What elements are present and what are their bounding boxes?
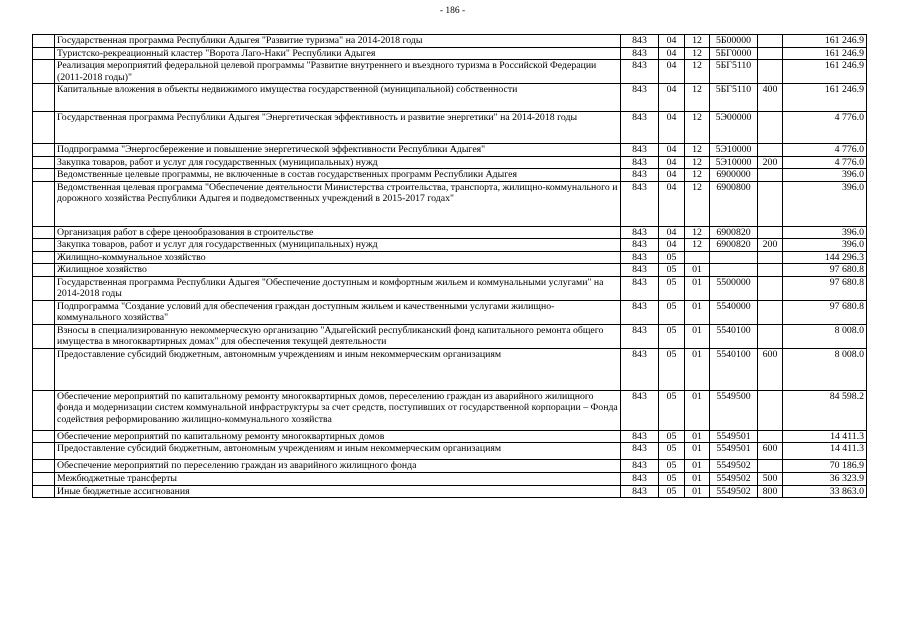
table-row bbox=[33, 35, 867, 48]
ved-code: 843 bbox=[621, 35, 659, 48]
expense-type-code: 200 bbox=[758, 156, 783, 169]
table-row bbox=[33, 156, 867, 169]
expense-type-code bbox=[758, 181, 783, 226]
subsection-code: 12 bbox=[685, 226, 710, 239]
section-code: 04 bbox=[659, 144, 685, 157]
amount: 97 680.8 bbox=[783, 300, 867, 324]
subsection-code: 12 bbox=[685, 181, 710, 226]
expense-type-code: 600 bbox=[758, 348, 783, 390]
table-row bbox=[33, 443, 867, 460]
section-code: 05 bbox=[659, 264, 685, 277]
section-code: 04 bbox=[659, 239, 685, 252]
ved-code: 843 bbox=[621, 443, 659, 460]
blank-cell bbox=[33, 156, 55, 169]
section-code: 05 bbox=[659, 473, 685, 486]
amount: 161 246.9 bbox=[783, 47, 867, 60]
section-code: 05 bbox=[659, 324, 685, 348]
amount: 14 411.3 bbox=[783, 443, 867, 460]
target-article-code: 5540100 bbox=[710, 324, 758, 348]
target-article-code: 5БГ0000 bbox=[710, 47, 758, 60]
table-row bbox=[33, 390, 867, 430]
ved-code: 843 bbox=[621, 348, 659, 390]
target-article-code: 5549502 bbox=[710, 473, 758, 486]
page-number: - 186 - bbox=[439, 6, 466, 16]
table-row bbox=[33, 485, 867, 498]
blank-cell bbox=[33, 112, 55, 144]
target-article-code: 5Э10000 bbox=[710, 156, 758, 169]
subsection-code: 12 bbox=[685, 84, 710, 112]
blank-cell bbox=[33, 35, 55, 48]
target-article-code: 6900820 bbox=[710, 239, 758, 252]
expense-type-code bbox=[758, 460, 783, 473]
table-row bbox=[33, 60, 867, 84]
ved-code: 843 bbox=[621, 276, 659, 300]
row-name: Обеспечение мероприятий по переселению граждан из аварийного жилищного фонда bbox=[55, 460, 621, 473]
target-article-code: 5Э10000 bbox=[710, 144, 758, 157]
amount: 161 246.9 bbox=[783, 35, 867, 48]
row-name: Туристско-рекреационный кластер "Ворота Лаго-Наки" Республики Адыгея bbox=[55, 47, 621, 60]
amount: 161 246.9 bbox=[783, 84, 867, 112]
target-article-code: 5Б00000 bbox=[710, 35, 758, 48]
row-name: Предоставление субсидий бюджетным, автономным учреждениям и иным некоммерческим организациям bbox=[55, 348, 621, 390]
expense-type-code: 400 bbox=[758, 84, 783, 112]
target-article-code: 5549500 bbox=[710, 390, 758, 430]
expense-type-code bbox=[758, 430, 783, 443]
target-article-code: 5Э00000 bbox=[710, 112, 758, 144]
section-code: 05 bbox=[659, 485, 685, 498]
row-name: Предоставление субсидий бюджетным, автономным учреждениям и иным некоммерческим организациям bbox=[55, 443, 621, 460]
section-code: 04 bbox=[659, 156, 685, 169]
row-name: Иные бюджетные ассигнования bbox=[55, 485, 621, 498]
blank-cell bbox=[33, 276, 55, 300]
target-article-code: 5549501 bbox=[710, 430, 758, 443]
ved-code: 843 bbox=[621, 239, 659, 252]
target-article-code: 5549501 bbox=[710, 443, 758, 460]
amount: 33 863.0 bbox=[783, 485, 867, 498]
budget-table bbox=[32, 34, 867, 498]
subsection-code: 12 bbox=[685, 60, 710, 84]
row-name: Жилищно-коммунальное хозяйство bbox=[55, 251, 621, 264]
blank-cell bbox=[33, 264, 55, 277]
table-row bbox=[33, 169, 867, 182]
section-code: 05 bbox=[659, 251, 685, 264]
subsection-code: 01 bbox=[685, 348, 710, 390]
section-code: 05 bbox=[659, 443, 685, 460]
blank-cell bbox=[33, 251, 55, 264]
amount: 4 776.0 bbox=[783, 144, 867, 157]
target-article-code: 6900000 bbox=[710, 169, 758, 182]
row-name: Ведомственная целевая программа "Обеспечение деятельности Министерства строительства, транспорта, жилищно-коммунального и дорожного хозяйства Республики Адыгея и подведомственных учреждений в 2015-2017 годах" bbox=[55, 181, 621, 226]
expense-type-code bbox=[758, 47, 783, 60]
expense-type-code bbox=[758, 300, 783, 324]
row-name: Государственная программа Республики Адыгея "Энергетическая эффективность и развитие энергетики" на 2014-2018 годы bbox=[55, 112, 621, 144]
table-row bbox=[33, 144, 867, 157]
ved-code: 843 bbox=[621, 460, 659, 473]
section-code: 05 bbox=[659, 460, 685, 473]
table-row bbox=[33, 112, 867, 144]
ved-code: 843 bbox=[621, 112, 659, 144]
ved-code: 843 bbox=[621, 226, 659, 239]
table-row bbox=[33, 47, 867, 60]
expense-type-code bbox=[758, 390, 783, 430]
target-article-code: 5БГ5110 bbox=[710, 84, 758, 112]
ved-code: 843 bbox=[621, 60, 659, 84]
row-name: Капитальные вложения в объекты недвижимого имущества государственной (муниципальной) собственности bbox=[55, 84, 621, 112]
section-code: 04 bbox=[659, 60, 685, 84]
subsection-code: 01 bbox=[685, 473, 710, 486]
row-name: Обеспечение мероприятий по капитальному ремонту многоквартирных домов bbox=[55, 430, 621, 443]
section-code: 04 bbox=[659, 35, 685, 48]
section-code: 05 bbox=[659, 276, 685, 300]
blank-cell bbox=[33, 430, 55, 443]
section-code: 05 bbox=[659, 390, 685, 430]
expense-type-code bbox=[758, 112, 783, 144]
amount: 97 680.8 bbox=[783, 276, 867, 300]
subsection-code: 12 bbox=[685, 156, 710, 169]
ved-code: 843 bbox=[621, 324, 659, 348]
table-row bbox=[33, 430, 867, 443]
amount: 144 296.3 bbox=[783, 251, 867, 264]
section-code: 04 bbox=[659, 84, 685, 112]
subsection-code: 01 bbox=[685, 390, 710, 430]
subsection-code: 01 bbox=[685, 460, 710, 473]
amount: 8 008.0 bbox=[783, 348, 867, 390]
expense-type-code: 600 bbox=[758, 443, 783, 460]
target-article-code: 5549502 bbox=[710, 485, 758, 498]
amount: 14 411.3 bbox=[783, 430, 867, 443]
ved-code: 843 bbox=[621, 264, 659, 277]
amount: 84 598.2 bbox=[783, 390, 867, 430]
expense-type-code bbox=[758, 264, 783, 277]
target-article-code bbox=[710, 251, 758, 264]
target-article-code bbox=[710, 264, 758, 277]
ved-code: 843 bbox=[621, 300, 659, 324]
table-row bbox=[33, 226, 867, 239]
expense-type-code bbox=[758, 226, 783, 239]
subsection-code: 12 bbox=[685, 47, 710, 60]
subsection-code: 01 bbox=[685, 324, 710, 348]
blank-cell bbox=[33, 181, 55, 226]
ved-code: 843 bbox=[621, 430, 659, 443]
blank-cell bbox=[33, 84, 55, 112]
subsection-code: 01 bbox=[685, 276, 710, 300]
table-row bbox=[33, 84, 867, 112]
ved-code: 843 bbox=[621, 485, 659, 498]
amount: 161 246.9 bbox=[783, 60, 867, 84]
blank-cell bbox=[33, 239, 55, 252]
row-name: Закупка товаров, работ и услуг для государственных (муниципальных) нужд bbox=[55, 239, 621, 252]
table-row bbox=[33, 181, 867, 226]
row-name: Межбюджетные трансферты bbox=[55, 473, 621, 486]
amount: 396.0 bbox=[783, 169, 867, 182]
amount: 36 323.9 bbox=[783, 473, 867, 486]
target-article-code: 5540000 bbox=[710, 300, 758, 324]
row-name: Государственная программа Республики Адыгея "Развитие туризма" на 2014-2018 годы bbox=[55, 35, 621, 48]
row-name: Подпрограмма "Энергосбережение и повышение энергетической эффективности Республики Адыгея" bbox=[55, 144, 621, 157]
ved-code: 843 bbox=[621, 251, 659, 264]
table-row bbox=[33, 348, 867, 390]
target-article-code: 5БГ5110 bbox=[710, 60, 758, 84]
table-row bbox=[33, 276, 867, 300]
amount: 396.0 bbox=[783, 181, 867, 226]
expense-type-code bbox=[758, 35, 783, 48]
section-code: 04 bbox=[659, 47, 685, 60]
ved-code: 843 bbox=[621, 144, 659, 157]
blank-cell bbox=[33, 390, 55, 430]
subsection-code: 12 bbox=[685, 144, 710, 157]
amount: 70 186.9 bbox=[783, 460, 867, 473]
table-row bbox=[33, 264, 867, 277]
section-code: 04 bbox=[659, 181, 685, 226]
ved-code: 843 bbox=[621, 84, 659, 112]
blank-cell bbox=[33, 144, 55, 157]
subsection-code: 01 bbox=[685, 300, 710, 324]
subsection-code: 12 bbox=[685, 169, 710, 182]
subsection-code: 01 bbox=[685, 430, 710, 443]
blank-cell bbox=[33, 460, 55, 473]
table-row bbox=[33, 473, 867, 486]
amount: 4 776.0 bbox=[783, 156, 867, 169]
table-row bbox=[33, 324, 867, 348]
ved-code: 843 bbox=[621, 169, 659, 182]
row-name: Ведомственные целевые программы, не включенные в состав государственных программ Республики Адыгея bbox=[55, 169, 621, 182]
row-name: Жилищное хозяйство bbox=[55, 264, 621, 277]
ved-code: 843 bbox=[621, 390, 659, 430]
subsection-code: 12 bbox=[685, 112, 710, 144]
subsection-code bbox=[685, 251, 710, 264]
blank-cell bbox=[33, 60, 55, 84]
section-code: 05 bbox=[659, 300, 685, 324]
amount: 97 680.8 bbox=[783, 264, 867, 277]
blank-cell bbox=[33, 443, 55, 460]
row-name: Организация работ в сфере ценообразования в строительстве bbox=[55, 226, 621, 239]
blank-cell bbox=[33, 169, 55, 182]
subsection-code: 01 bbox=[685, 443, 710, 460]
blank-cell bbox=[33, 47, 55, 60]
section-code: 04 bbox=[659, 226, 685, 239]
expense-type-code bbox=[758, 251, 783, 264]
expense-type-code bbox=[758, 276, 783, 300]
amount: 4 776.0 bbox=[783, 112, 867, 144]
target-article-code: 5540100 bbox=[710, 348, 758, 390]
row-name: Обеспечение мероприятий по капитальному ремонту многоквартирных домов, переселению граждан из аварийного жилищного фонда и модернизации систем коммунальной инфраструктуры за счет средств, поступивших от государственной корпорации – Фонда содействия реформированию жилищно-коммунального хозяйства bbox=[55, 390, 621, 430]
amount: 396.0 bbox=[783, 226, 867, 239]
expense-type-code bbox=[758, 169, 783, 182]
target-article-code: 5549502 bbox=[710, 460, 758, 473]
subsection-code: 01 bbox=[685, 485, 710, 498]
table-row bbox=[33, 460, 867, 473]
amount: 396.0 bbox=[783, 239, 867, 252]
subsection-code: 01 bbox=[685, 264, 710, 277]
target-article-code: 5500000 bbox=[710, 276, 758, 300]
subsection-code: 12 bbox=[685, 239, 710, 252]
row-name: Взносы в специализированную некоммерческую организацию "Адыгейский республиканский фонд капитального ремонта общего имущества в многоквартирных домах" для обеспечения текущей деятельности bbox=[55, 324, 621, 348]
ved-code: 843 bbox=[621, 47, 659, 60]
row-name: Закупка товаров, работ и услуг для государственных (муниципальных) нужд bbox=[55, 156, 621, 169]
section-code: 04 bbox=[659, 112, 685, 144]
row-name: Подпрограмма "Создание условий для обеспечения граждан доступным жильем и качественными услугами жилищно-коммунального хозяйства" bbox=[55, 300, 621, 324]
ved-code: 843 bbox=[621, 181, 659, 226]
section-code: 05 bbox=[659, 430, 685, 443]
blank-cell bbox=[33, 485, 55, 498]
ved-code: 843 bbox=[621, 473, 659, 486]
expense-type-code: 200 bbox=[758, 239, 783, 252]
section-code: 04 bbox=[659, 169, 685, 182]
blank-cell bbox=[33, 324, 55, 348]
ved-code: 843 bbox=[621, 156, 659, 169]
table-row bbox=[33, 239, 867, 252]
row-name: Реализация мероприятий федеральной целевой программы "Развитие внутреннего и въездного туризма в Российской Федерации (2011-2018 годы)" bbox=[55, 60, 621, 84]
table-row bbox=[33, 300, 867, 324]
expense-type-code bbox=[758, 60, 783, 84]
expense-type-code bbox=[758, 324, 783, 348]
blank-cell bbox=[33, 348, 55, 390]
expense-type-code bbox=[758, 144, 783, 157]
blank-cell bbox=[33, 300, 55, 324]
target-article-code: 6900820 bbox=[710, 226, 758, 239]
expense-type-code: 500 bbox=[758, 473, 783, 486]
subsection-code: 12 bbox=[685, 35, 710, 48]
blank-cell bbox=[33, 226, 55, 239]
target-article-code: 6900800 bbox=[710, 181, 758, 226]
table-row bbox=[33, 251, 867, 264]
expense-type-code: 800 bbox=[758, 485, 783, 498]
section-code: 05 bbox=[659, 348, 685, 390]
amount: 8 008.0 bbox=[783, 324, 867, 348]
row-name: Государственная программа Республики Адыгея "Обеспечение доступным и комфортным жильем и коммунальными услугами" на 2014-2018 годы bbox=[55, 276, 621, 300]
blank-cell bbox=[33, 473, 55, 486]
